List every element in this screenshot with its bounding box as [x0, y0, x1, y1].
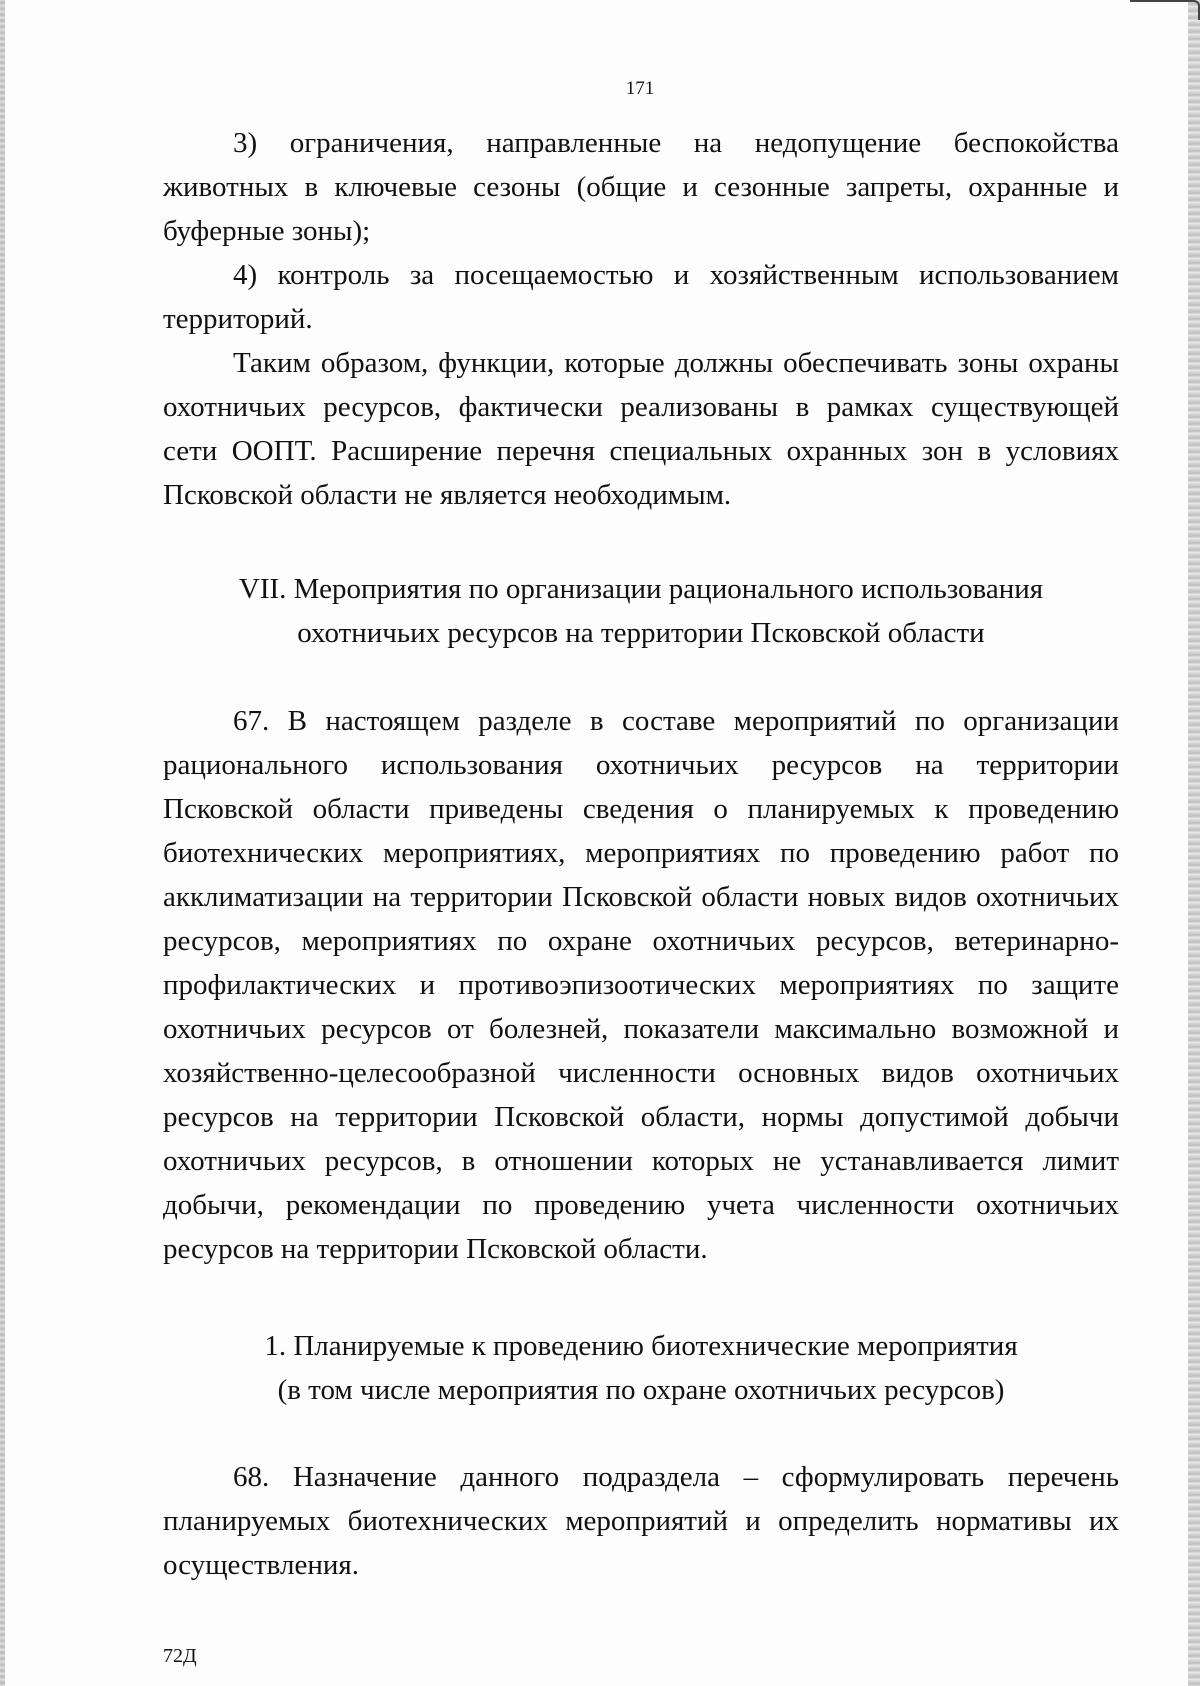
subsection-heading — [163, 1324, 1119, 1412]
paragraph-conclusion: Таким образом, функции, которые должны обеспечивать зоны охраны охотничьих ресурсов, фактически реализованы в рамках существующей сети ООПТ. Расширение перечня специальных охранных зон в условиях Псковской области не является необходимым. — [163, 347, 1119, 511]
section-heading-line-1: VII. Мероприятия по организации рационального использования — [238, 573, 1044, 605]
paragraph-68-block — [163, 1455, 1119, 1587]
section-heading — [163, 567, 1119, 655]
paragraph-item-3: 3) ограничения, направленные на недопущение беспокойства животных в ключевые сезоны (общие и сезонные запреты, охранные и буферные зоны); — [163, 127, 1119, 247]
page-number: 171 — [625, 78, 655, 99]
page-corner-fold — [1130, 0, 1200, 20]
section-heading-line-2: охотничьих ресурсов на территории Псковской области — [297, 617, 985, 649]
paragraph-68: 68. Назначение данного подраздела – сформулировать перечень планируемых биотехнических мероприятий и определить нормативы их осуществления. — [163, 1461, 1119, 1581]
subsection-heading-line-2: (в том числе мероприятия по охране охотничьих ресурсов) — [277, 1374, 1005, 1406]
scan-edge-left — [0, 0, 5, 1686]
scan-edge-right — [1188, 0, 1200, 1686]
paragraph-item-4: 4) контроль за посещаемостью и хозяйственным использованием территорий. — [163, 259, 1119, 335]
paragraphs-top — [163, 121, 1119, 517]
paragraph-67: 67. В настоящем разделе в составе мероприятий по организации рационального использования охотничьих ресурсов на территории Псковской области приведены сведения о планируемых к проведению биотехнических мероприятиях, мероприятиях по проведению работ по акклиматизации на территории Псковской области новых видов охотничьих ресурсов, мероприятиях по охране охотничьих ресурсов, ветеринарно-профилактических и противоэпизоотических мероприятиях по защите охотничьих ресурсов от болезней, показатели максимально возможной и хозяйственно-целесообразной численности основных видов охотничьих ресурсов на территории Псковской области, нормы допустимой добычи охотничьих ресурсов, в отношении которых не устанавливается лимит добычи, рекомендации по проведению учета численности охотничьих ресурсов на территории Псковской области. — [163, 705, 1119, 1265]
paragraph-67-block — [163, 699, 1119, 1271]
subsection-heading-line-1: 1. Планируемые к проведению биотехнические мероприятия — [264, 1330, 1018, 1362]
footer-code: 72Д — [163, 1645, 197, 1667]
